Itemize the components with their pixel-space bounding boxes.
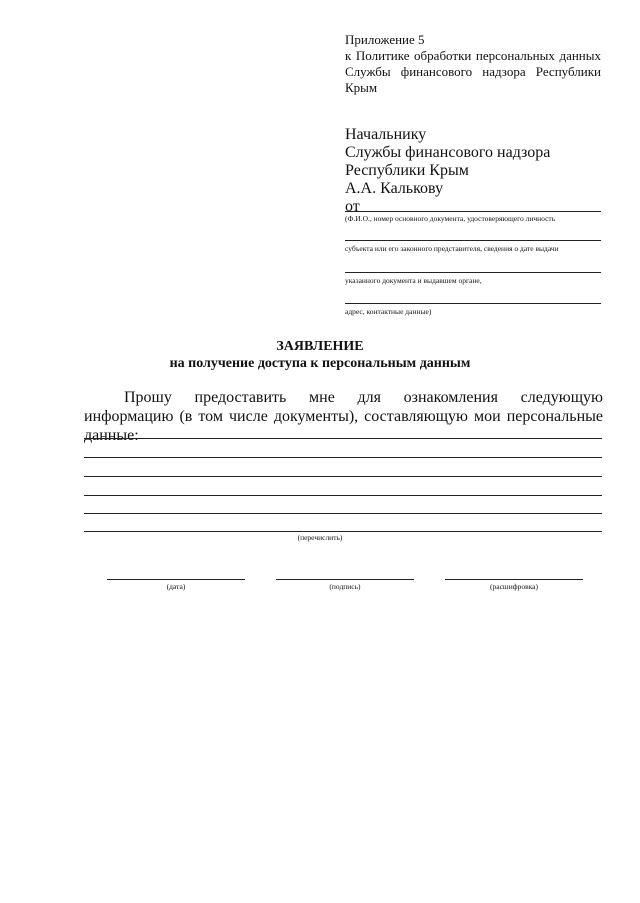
addressee-organization: Службы финансового надзора: [345, 144, 551, 161]
list-line-2[interactable]: [84, 457, 602, 458]
sender-hint-4: адрес, контактные данные): [345, 307, 432, 316]
signature-hint: (подпись): [329, 582, 361, 591]
decode-hint: (расшифровка): [490, 582, 538, 591]
appendix-region-line: Крым: [345, 80, 378, 95]
list-line-3[interactable]: [84, 476, 602, 477]
sender-line-2[interactable]: [345, 240, 601, 241]
appendix-service-line: Службы финансового надзора Республики: [345, 64, 601, 79]
sender-line-3[interactable]: [345, 272, 601, 273]
addressee-position: Начальнику: [345, 126, 427, 143]
date-hint: (дата): [166, 582, 186, 591]
date-line[interactable]: [107, 579, 245, 580]
sender-line-4[interactable]: [345, 303, 601, 304]
from-label: от: [345, 198, 360, 215]
appendix-policy-line: к Политике обработки персональных данных: [345, 48, 601, 63]
sender-hint-2: субъекта или его законного представителя, сведения о дате выдачи: [345, 244, 559, 253]
document-subtitle: на получение доступа к персональным данным: [169, 356, 471, 371]
appendix-header: [345, 32, 601, 96]
list-line-1[interactable]: [84, 438, 602, 439]
addressee-region: Республики Крым: [345, 162, 469, 179]
addressee-name: А.А. Калькову: [345, 180, 444, 197]
sender-hint-3: указанного документа и выдавшем органе,: [345, 276, 482, 285]
list-line-4[interactable]: [84, 495, 602, 496]
signature-line[interactable]: [276, 579, 414, 580]
list-line-6[interactable]: [84, 531, 602, 532]
addressee-block: [345, 126, 550, 216]
appendix-number: Приложение 5: [345, 32, 425, 47]
decode-line[interactable]: [445, 579, 583, 580]
list-hint: (перечислить): [297, 533, 343, 542]
sender-line-1[interactable]: [345, 211, 601, 212]
sender-hint-1: (Ф.И.О., номер основного документа, удостоверяющего личность: [345, 214, 556, 223]
document-title: ЗАЯВЛЕНИЕ: [276, 339, 364, 354]
list-line-5[interactable]: [84, 513, 602, 514]
request-text: Прошу предоставить мне для ознакомления следующую информацию (в том числе документы), составляющую мои персональные данные:: [84, 389, 603, 444]
